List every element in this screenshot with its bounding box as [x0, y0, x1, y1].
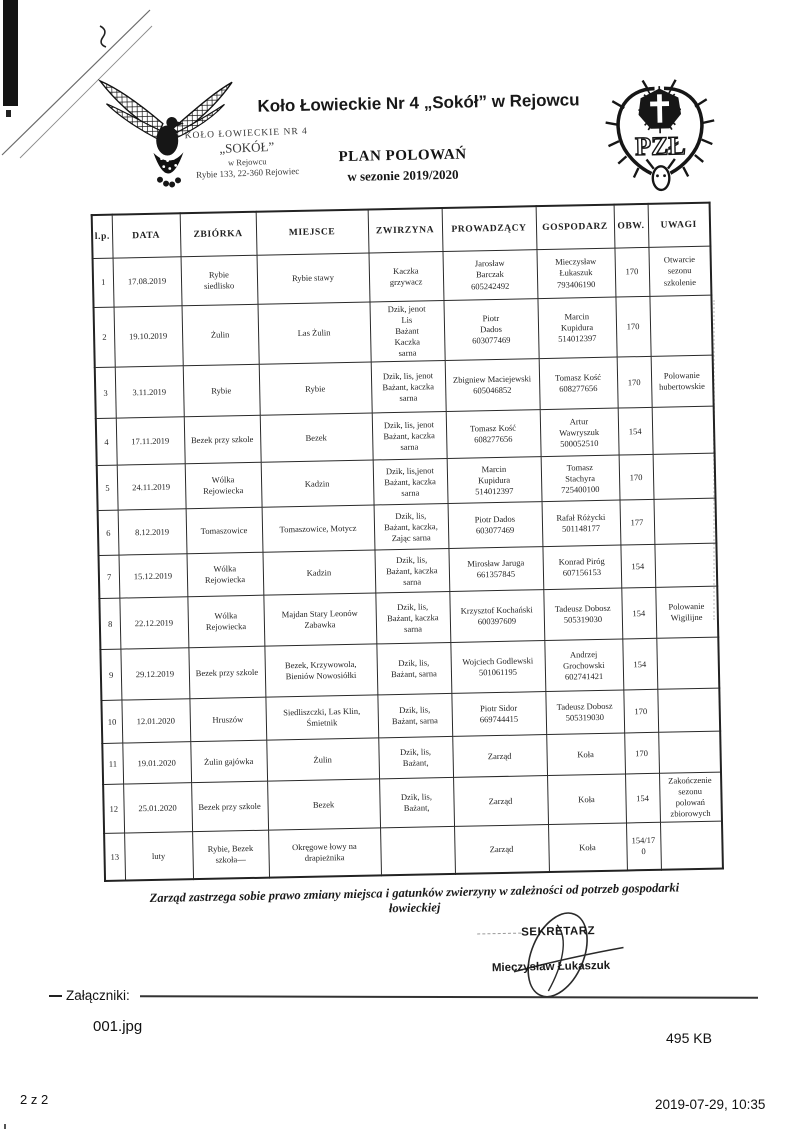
table-cell: Bezek przy szkole	[188, 646, 265, 699]
table-cell: 3	[95, 367, 116, 418]
col-header-lp: l.p.	[92, 215, 113, 259]
table-cell: Tomasz Kość 608277656	[446, 410, 541, 459]
stamp-line-2: „SOKÓŁ”	[219, 138, 275, 156]
table-cell: Dzik, lis, jenot Bażant, kaczka sarna	[372, 412, 447, 460]
table-cell: Rafał Różycki 501148177	[542, 500, 621, 547]
table-cell: Tomaszowice, Motycz	[262, 505, 375, 552]
table-cell: Bezek przy szkole	[184, 415, 261, 464]
attachment-file-name: 001.jpg	[93, 1018, 143, 1035]
table-cell: 15.12.2019	[119, 554, 188, 598]
table-cell: 25.01.2020	[123, 783, 192, 834]
table-cell: Las Żulin	[258, 302, 371, 364]
table-cell: Bezek, Krzywowola, Bieniów Nowosiółki	[264, 644, 377, 697]
table-cell: Koła	[548, 823, 627, 872]
table-cell: Rybie stawy	[257, 253, 370, 304]
table-cell: Tomasz Kość 608277656	[539, 357, 618, 410]
table-cell: 154	[618, 408, 653, 456]
table-cell: Bezek przy szkole	[191, 781, 268, 832]
table-cell: Koła	[546, 733, 625, 776]
table-cell: Otwarcie sezonu szkolenie	[648, 246, 711, 296]
table-cell	[660, 821, 723, 870]
table-cell: Dzik, lis, Bażant, kaczka sarna	[375, 592, 450, 644]
pzl-letters: PZŁ	[634, 131, 686, 162]
table-cell: 154	[620, 545, 655, 589]
document-header	[78, 72, 710, 215]
table-cell: Piotr Sidor 669744415	[451, 692, 546, 737]
table-cell: 170	[619, 455, 654, 501]
table-cell: Koła	[547, 774, 626, 825]
table-cell: Tomaszowice	[186, 507, 263, 554]
pzl-emblem-icon	[598, 75, 722, 195]
attachments-section	[0, 988, 800, 1046]
table-cell: Zarząd	[454, 825, 549, 874]
hunting-plan-table-body	[93, 246, 723, 881]
table-cell: Dzik, lis, Bażant,	[379, 778, 454, 829]
table-cell: 9	[100, 649, 121, 700]
table-cell: 11	[102, 743, 123, 784]
table-cell: 8	[99, 598, 120, 649]
table-cell: Andrzej Grochowski 602741421	[544, 639, 623, 692]
table-cell: Dzik, lis, Bażant, kaczka, Zając sarna	[374, 504, 449, 550]
table-cell: Piotr Dados 603077469	[448, 502, 543, 549]
table-cell: Wólka Rejowiecka	[187, 595, 264, 648]
plan-title-block	[307, 146, 498, 186]
plan-subtitle: w sezonie 2019/2020	[347, 166, 459, 184]
table-cell: Dzik, lis, Bażant,	[378, 737, 453, 779]
hunting-plan-table	[91, 202, 724, 883]
page-indicator: 2 z 2	[20, 1092, 49, 1107]
table-cell: 154	[621, 588, 656, 640]
table-cell	[658, 731, 721, 773]
table-cell	[654, 543, 717, 587]
table-cell: 12.01.2020	[121, 699, 190, 743]
attachments-divider-line	[140, 995, 758, 999]
table-cell: 154	[622, 639, 657, 691]
col-header-zbiorka: ZBIÓRKA	[180, 212, 257, 257]
attachments-rule-row	[0, 988, 800, 1004]
table-cell: 17.08.2019	[113, 257, 182, 307]
board-reservation-note: Zarząd zastrzega sobie prawo zmiany miejsca i gatunków zwierzyny w zależności od potrzeb gospodarki łowieckiej	[149, 880, 680, 916]
table-cell: Polowanie Wigilijne	[655, 586, 718, 638]
signature-name: Mieczysław Łukaszuk	[491, 960, 611, 975]
table-cell: Żulin gajówka	[190, 740, 267, 783]
table-cell: Mirosław Jaruga 661357845	[448, 547, 543, 592]
table-cell: Zbigniew Maciejewski 605046852	[445, 359, 540, 412]
table-cell: Dzik, lis,jenot Bażant, kaczka sarna	[373, 459, 448, 505]
table-cell: Dzik, lis, Bażant, sarna	[377, 694, 452, 738]
table-cell: Tadeusz Dobosz 505319030	[545, 690, 624, 735]
table-cell: 170	[615, 296, 650, 357]
attachment-file-size: 495 KB	[666, 1030, 712, 1046]
table-cell: Bezek	[260, 413, 373, 462]
table-cell: Dzik, lis, Bażant, sarna	[376, 643, 451, 695]
table-cell	[652, 406, 715, 454]
table-cell: Żulin	[182, 304, 259, 366]
table-cell: 13	[104, 833, 125, 881]
print-datetime: 2019-07-29, 10:35	[655, 1097, 766, 1112]
table-cell: Zarząd	[453, 776, 548, 827]
scanned-document	[78, 72, 727, 1018]
table-cell: 19.10.2019	[114, 306, 183, 368]
table-cell: 1	[93, 258, 114, 307]
table-cell: 170	[624, 733, 659, 775]
table-cell: 7	[99, 555, 120, 598]
table-cell: 29.12.2019	[120, 648, 189, 700]
table-cell: 170	[614, 247, 649, 297]
stamp-line-3: w Rejowcu	[227, 156, 267, 168]
table-cell: 24.11.2019	[117, 464, 186, 510]
table-cell: Marcin Kupidura 514012397	[537, 297, 616, 359]
stamp-line-4: Rybie 133, 22-360 Rejowiec	[196, 166, 300, 180]
table-cell: Kaczka grzywacz	[369, 252, 444, 302]
table-cell: 6	[98, 510, 119, 555]
table-cell: Bezek	[267, 779, 380, 830]
table-cell: Siedliszczki, Las Klin, Śmietnik	[265, 695, 378, 740]
col-header-miejsce: MIEJSCE	[256, 210, 369, 256]
table-cell: Tadeusz Dobosz 505319030	[543, 588, 622, 641]
signature-role: SEKRETARZ	[521, 925, 596, 940]
attachments-label: Załączniki:	[66, 988, 130, 1003]
table-cell: 3.11.2019	[115, 366, 184, 418]
col-header-gospodarz: GOSPODARZ	[536, 205, 615, 250]
table-cell: Rybie siedlisko	[181, 255, 258, 306]
table-cell: Mieczysław Łukaszuk 793406190	[536, 248, 615, 299]
col-header-zwierzyna: ZWIRZYNA	[368, 208, 443, 253]
table-cell	[649, 295, 712, 356]
attachments-dash	[49, 995, 62, 997]
table-cell: Polowanie hubertowskie	[651, 355, 714, 407]
table-cell: Zakończenie sezonu polowań zbiorowych	[659, 772, 722, 822]
table-cell: 22.12.2019	[119, 597, 188, 649]
table-cell: Marcin Kupidura 514012397	[447, 457, 542, 504]
table-cell: Wólka Rejowiecka	[185, 462, 262, 509]
col-header-obw: OBW.	[614, 204, 649, 248]
table-cell: Dzik, lis, Bażant, kaczka sarna	[374, 549, 449, 593]
table-cell: Dzik, lis, jenot Bażant, kaczka sarna	[371, 361, 446, 413]
table-cell: 8.12.2019	[118, 509, 187, 555]
table-cell: 177	[620, 500, 655, 546]
table-cell: Rybie	[259, 362, 372, 415]
col-header-prowadzacy: PROWADZĄCY	[442, 206, 537, 251]
table-cell: Piotr Dados 603077469	[443, 299, 538, 361]
table-cell: Krzysztof Kochański 600397609	[449, 590, 544, 643]
table-cell: 4	[96, 418, 117, 465]
table-cell: Okręgowe łowy na drapieżnika	[268, 828, 381, 878]
table-cell: Artur Wawryszuk 500052510	[540, 408, 619, 457]
table-cell: Zarząd	[452, 735, 547, 778]
table-cell: Kadzin	[262, 550, 375, 595]
table-cell: Wólka Rejowiecka	[187, 552, 264, 597]
scan-bottom-speck	[4, 1124, 6, 1129]
table-cell: Dzik, jenot Lis Bażant Kaczka sarna	[369, 301, 444, 363]
stamp-line-1: KOŁO ŁOWIECKIE NR 4	[184, 126, 309, 142]
table-cell	[653, 453, 716, 499]
table-cell	[380, 827, 455, 876]
table-cell: 12	[103, 784, 124, 834]
table-cell: Wojciech Godlewski 501061195	[450, 641, 545, 694]
table-cell: 154	[625, 774, 660, 824]
table-cell: Konrad Piróg 607156153	[542, 545, 621, 590]
table-cell: Hruszów	[189, 697, 266, 742]
table-cell: 154/17 0	[626, 823, 661, 871]
table-cell	[657, 688, 720, 732]
table-cell: luty	[124, 832, 193, 881]
table-cell: Żulin	[266, 738, 379, 781]
col-header-data: DATA	[112, 213, 181, 258]
table-cell: 5	[97, 465, 118, 510]
club-title: Koło Łowieckie Nr 4 „Sokół” w Rejowcu	[257, 90, 580, 116]
col-header-uwagi: UWAGI	[648, 203, 711, 248]
table-cell: Tomasz Stachyra 725400100	[541, 455, 620, 502]
table-cell: 170	[623, 690, 658, 734]
table-cell: Rybie, Bezek szkoła—	[192, 831, 269, 880]
table-cell	[656, 637, 719, 689]
table-cell: Rybie	[183, 364, 260, 417]
table-cell: 10	[101, 700, 122, 743]
plan-title: PLAN POLOWAŃ	[338, 146, 467, 166]
table-cell: Jarosław Barczak 605242492	[442, 250, 537, 301]
table-cell: 17.11.2019	[116, 417, 185, 465]
table-cell: 19.01.2020	[122, 742, 191, 784]
table-cell: Majdan Stary Leonów Zabawka	[263, 593, 376, 646]
table-cell: Kadzin	[261, 460, 374, 507]
table-cell: 2	[94, 307, 115, 368]
table-cell	[654, 498, 717, 544]
table-cell: 170	[617, 357, 652, 409]
